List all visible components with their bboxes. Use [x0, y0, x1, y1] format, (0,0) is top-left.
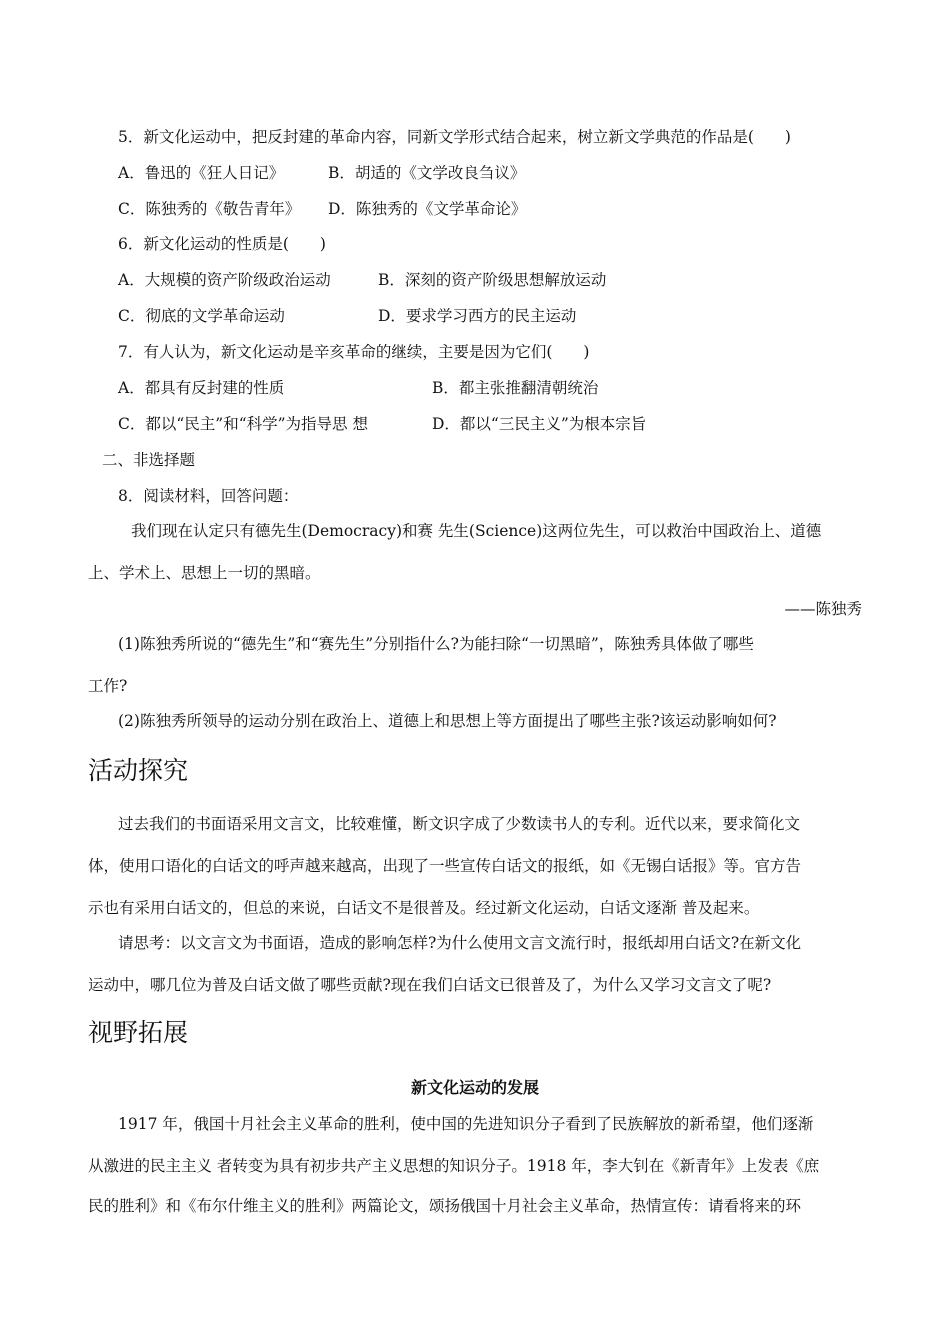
- q5-option-b: B．胡适的《文学改良刍议》: [328, 164, 526, 182]
- q6-stem: 6．新文化运动的性质是( ): [118, 235, 326, 253]
- q6-option-d: D．要求学习西方的民主运动: [378, 307, 577, 325]
- q7-option-a: A．都具有反封建的性质: [118, 379, 285, 397]
- q7-option-d: D．都以“三民主义”为根本宗旨: [432, 415, 647, 433]
- activity-p2-line-2: 运动中，哪几位为普及白话文做了哪些贡献?现在我们白话文已很普及了，为什么又学习文言文了呢?: [88, 976, 772, 994]
- q5-option-a: A．鲁迅的《狂人日记》: [118, 164, 285, 182]
- q5-option-c: C．陈独秀的《敬告青年》: [118, 200, 301, 218]
- q8-material-line-1: 我们现在认定只有德先生(Democracy)和赛 先生(Science)这两位先生，可以救治中国政治上、道德: [131, 522, 822, 540]
- q8-sub1-line-1: (1)陈独秀所说的“德先生”和“赛先生”分别指什么?为能扫除“一切黑暗”，陈独秀具体做了哪些: [118, 635, 754, 653]
- q8-stem: 8．阅读材料，回答问题：: [118, 487, 299, 505]
- section-non-choice: 二、非选择题: [102, 451, 196, 469]
- q8-sub1-line-2: 工作?: [88, 677, 128, 695]
- q6-option-b: B．深刻的资产阶级思想解放运动: [378, 271, 607, 289]
- extension-line-2: 从激进的民主主义 者转变为具有初步共产主义思想的知识分子。1918 年，李大钊在《新青年》上发表《庶: [88, 1157, 820, 1175]
- q5-stem: 5．新文化运动中，把反封建的革命内容，同新文学形式结合起来，树立新文学典范的作品是( ): [118, 128, 791, 146]
- q7-option-c: C．都以“民主”和“科学”为指导思 想: [118, 415, 368, 433]
- activity-heading: 活动探究: [88, 756, 189, 785]
- activity-p1-line-1: 过去我们的书面语采用文言文，比较难懂，断文识字成了少数读书人的专利。近代以来，要求简化文: [118, 815, 801, 833]
- q6-option-a: A．大规模的资产阶级政治运动: [118, 271, 331, 289]
- extension-line-1: 1917 年，俄国十月社会主义革命的胜利，使中国的先进知识分子看到了民族解放的新希望，他们逐渐: [118, 1115, 814, 1133]
- q8-material-line-2: 上、学术上、思想上一切的黑暗。: [88, 564, 321, 582]
- extension-heading: 视野拓展: [88, 1018, 189, 1047]
- q5-option-d: D．陈独秀的《文学革命论》: [328, 200, 527, 218]
- q6-option-c: C．彻底的文学革命运动: [118, 307, 285, 325]
- q7-option-b: B．都主张推翻清朝统治: [432, 379, 599, 397]
- q7-stem: 7．有人认为，新文化运动是辛亥革命的继续，主要是因为它们( ): [118, 343, 590, 361]
- extension-subtitle: 新文化运动的发展: [410, 1078, 539, 1097]
- activity-p1-line-2: 体，使用口语化的白话文的呼声越来越高，出现了一些宣传白话文的报纸，如《无锡白话报》等。官方告: [88, 857, 802, 875]
- activity-p1-line-3: 示也有采用白话文的，但总的来说，白话文不是很普及。经过新文化运动，白话文逐渐 普及起来。: [88, 899, 760, 917]
- activity-p2-line-1: 请思考：以文言文为书面语，造成的影响怎样?为什么使用文言文流行时，报纸却用白话文?在新文化: [118, 934, 802, 952]
- q8-material-author: ——陈独秀: [784, 600, 862, 618]
- extension-line-3: 民的胜利》和《布尔什维主义的胜利》两篇论文，颂扬俄国十月社会主义革命，热情宣传：请看将来的环: [88, 1197, 802, 1215]
- q8-sub2: (2)陈独秀所领导的运动分别在政治上、道德上和思想上等方面提出了哪些主张?该运动影响如何?: [118, 712, 777, 730]
